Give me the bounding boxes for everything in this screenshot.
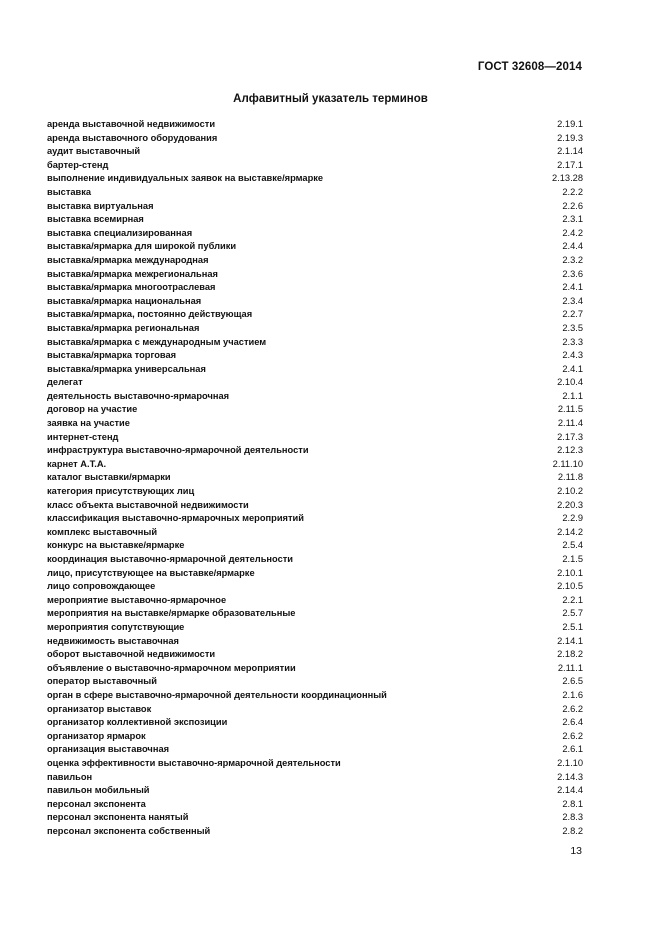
term-name: павильон xyxy=(47,771,93,782)
term-reference: 2.5.1 xyxy=(562,621,583,632)
term-entry xyxy=(47,539,583,553)
term-entry xyxy=(47,743,583,757)
term-entry xyxy=(47,281,583,295)
term-entry xyxy=(47,268,583,282)
term-name: мероприятие выставочно-ярмарочное xyxy=(47,594,227,605)
term-reference: 2.2.7 xyxy=(562,309,583,320)
term-name: персонал экспонента собственный xyxy=(47,825,211,836)
term-reference: 2.6.1 xyxy=(562,744,583,755)
term-name: выполнение индивидуальных заявок на выставке/ярмарке xyxy=(47,173,324,184)
term-entry xyxy=(47,567,583,581)
term-name: комплекс выставочный xyxy=(47,526,158,537)
term-reference: 2.2.1 xyxy=(562,594,583,605)
term-entry xyxy=(47,798,583,812)
term-name: координация выставочно-ярмарочной деятельности xyxy=(47,554,294,564)
term-reference: 2.5.7 xyxy=(562,608,583,619)
term-entry xyxy=(47,771,583,785)
term-name: персонал экспонента нанятый xyxy=(47,812,189,823)
term-name: классификация выставочно-ярмарочных мероприятий xyxy=(47,513,304,524)
term-name: конкурс на выставке/ярмарке xyxy=(47,540,185,551)
term-entry xyxy=(47,471,583,485)
term-reference: 2.11.5 xyxy=(557,404,583,415)
term-reference: 2.4.2 xyxy=(562,227,583,238)
term-entry xyxy=(47,784,583,798)
term-name: выставка/ярмарка региональная xyxy=(47,322,200,333)
term-entry xyxy=(47,172,583,186)
term-reference: 2.10.4 xyxy=(557,377,583,388)
term-reference: 2.20.3 xyxy=(557,499,583,510)
term-name: инфраструктура выставочно-ярмарочной деятельности xyxy=(47,445,309,456)
term-reference: 2.19.3 xyxy=(557,132,583,143)
term-name: карнет A.T.A. xyxy=(47,458,107,469)
term-name: павильон мобильный xyxy=(47,785,150,796)
term-name: оценка эффективности выставочно-ярмарочной деятельности xyxy=(47,757,341,768)
term-reference: 2.10.1 xyxy=(557,567,583,578)
term-reference: 2.11.10 xyxy=(552,458,583,469)
term-entry xyxy=(47,145,583,159)
term-name: организатор ярмарок xyxy=(47,730,146,741)
term-name: выставка/ярмарка универсальная xyxy=(47,363,206,374)
term-reference: 2.8.3 xyxy=(562,812,583,823)
term-name: выставка/ярмарка торговая xyxy=(47,350,177,361)
term-name: бартер-стенд xyxy=(47,159,109,170)
term-name: орган в сфере выставочно-ярмарочной деятельности координационный xyxy=(47,689,387,700)
term-entry xyxy=(47,811,583,825)
term-reference: 2.11.4 xyxy=(557,418,583,429)
term-entry xyxy=(47,363,583,377)
term-entry xyxy=(47,227,583,241)
term-reference: 2.4.3 xyxy=(562,350,583,361)
term-entry xyxy=(47,376,583,390)
page-number: 13 xyxy=(570,845,582,857)
term-reference: 2.3.3 xyxy=(562,336,583,347)
term-entry xyxy=(47,390,583,404)
term-name: недвижимость выставочная xyxy=(47,635,179,646)
term-name: аудит выставочный xyxy=(47,146,141,157)
term-reference: 2.17.1 xyxy=(557,159,583,170)
term-reference: 2.4.4 xyxy=(562,241,583,252)
term-name: объявление о выставочно-ярмарочном мероприятии xyxy=(47,662,296,673)
term-entry xyxy=(47,200,583,214)
term-entry xyxy=(47,186,583,200)
term-entry xyxy=(47,499,583,513)
term-entry xyxy=(47,159,583,173)
term-name: интернет-стенд xyxy=(47,431,119,442)
term-entry xyxy=(47,308,583,322)
term-name: выставка/ярмарка многоотраслевая xyxy=(47,282,216,293)
term-name: каталог выставки/ярмарки xyxy=(47,472,171,483)
term-reference: 2.4.1 xyxy=(562,282,583,293)
term-entry xyxy=(47,662,583,676)
term-reference: 2.11.1 xyxy=(557,662,583,673)
term-entry xyxy=(47,703,583,717)
term-reference: 2.3.6 xyxy=(562,268,583,279)
term-entry xyxy=(47,403,583,417)
term-name: оборот выставочной недвижимости xyxy=(47,649,216,660)
term-entry xyxy=(47,349,583,363)
term-reference: 2.6.2 xyxy=(562,730,583,741)
term-reference: 2.18.2 xyxy=(557,649,583,660)
term-name: организация выставочная xyxy=(47,744,170,755)
term-name: выставка всемирная xyxy=(47,214,144,225)
term-name: выставка/ярмарка международная xyxy=(47,254,209,265)
term-entry xyxy=(47,485,583,499)
term-entry xyxy=(47,635,583,649)
term-reference: 2.1.14 xyxy=(557,146,583,157)
term-reference: 2.11.8 xyxy=(557,472,583,483)
term-reference: 2.3.4 xyxy=(562,295,583,306)
term-reference: 2.10.5 xyxy=(557,581,583,592)
term-entry xyxy=(47,757,583,771)
term-reference: 2.3.5 xyxy=(562,322,583,333)
term-name: лицо сопровождающее xyxy=(47,581,156,592)
term-entry xyxy=(47,458,583,472)
term-name: выставка/ярмарка для широкой публики xyxy=(47,241,237,252)
term-reference: 2.2.9 xyxy=(562,513,583,524)
term-reference: 2.1.1 xyxy=(562,390,583,401)
term-name: выставка/ярмарка межрегиональная xyxy=(47,268,218,279)
term-name: организатор выставок xyxy=(47,703,152,714)
term-reference: 2.10.2 xyxy=(557,486,583,497)
term-reference: 2.1.5 xyxy=(562,554,583,564)
term-reference: 2.6.2 xyxy=(562,703,583,714)
term-entry xyxy=(47,825,583,839)
term-reference: 2.8.2 xyxy=(562,825,583,836)
term-name: выставка/ярмарка национальная xyxy=(47,295,202,306)
term-reference: 2.1.10 xyxy=(557,757,583,768)
term-index-list xyxy=(47,118,583,838)
term-entry xyxy=(47,553,583,567)
term-reference: 2.14.2 xyxy=(557,526,583,537)
term-name: выставка xyxy=(47,186,92,197)
term-reference: 2.8.1 xyxy=(562,798,583,809)
term-entry xyxy=(47,431,583,445)
term-reference: 2.5.4 xyxy=(562,540,583,551)
term-reference: 2.2.6 xyxy=(562,200,583,211)
term-name: аренда выставочной недвижимости xyxy=(47,119,216,129)
term-reference: 2.3.1 xyxy=(562,214,583,225)
term-name: аренда выставочного оборудования xyxy=(47,132,218,143)
term-name: делегат xyxy=(47,377,83,388)
term-entry xyxy=(47,254,583,268)
term-entry xyxy=(47,336,583,350)
term-entry xyxy=(47,132,583,146)
term-reference: 2.17.3 xyxy=(557,431,583,442)
term-entry xyxy=(47,716,583,730)
term-entry xyxy=(47,607,583,621)
term-name: персонал экспонента xyxy=(47,798,146,809)
term-name: мероприятия на выставке/ярмарке образовательные xyxy=(47,608,296,619)
term-reference: 2.6.4 xyxy=(562,717,583,728)
standard-code: ГОСТ 32608—2014 xyxy=(477,61,582,73)
term-entry xyxy=(47,580,583,594)
term-reference: 2.6.5 xyxy=(562,676,583,687)
term-name: выставка специализированная xyxy=(47,227,193,238)
term-reference: 2.12.3 xyxy=(557,445,583,456)
term-entry xyxy=(47,118,583,132)
term-entry xyxy=(47,512,583,526)
term-name: деятельность выставочно-ярмарочная xyxy=(47,390,230,401)
term-reference: 2.1.6 xyxy=(562,689,583,700)
term-entry xyxy=(47,675,583,689)
page-title: Алфавитный указатель терминов xyxy=(233,93,428,105)
term-entry xyxy=(47,648,583,662)
term-name: мероприятия сопутствующие xyxy=(47,621,185,632)
term-entry xyxy=(47,295,583,309)
term-reference: 2.19.1 xyxy=(557,119,583,129)
term-name: договор на участие xyxy=(47,404,138,415)
term-name: категория присутствующих лиц xyxy=(47,486,195,497)
term-entry xyxy=(47,621,583,635)
term-reference: 2.14.4 xyxy=(557,785,583,796)
term-reference: 2.4.1 xyxy=(562,363,583,374)
term-entry xyxy=(47,594,583,608)
term-reference: 2.2.2 xyxy=(562,186,583,197)
term-reference: 2.14.1 xyxy=(557,635,583,646)
term-reference: 2.14.3 xyxy=(557,771,583,782)
term-name: оператор выставочный xyxy=(47,676,157,687)
term-reference: 2.13.28 xyxy=(551,173,583,184)
term-entry xyxy=(47,444,583,458)
term-reference: 2.3.2 xyxy=(562,254,583,265)
term-entry xyxy=(47,213,583,227)
term-name: заявка на участие xyxy=(47,418,130,429)
term-name: выставка/ярмарка с международным участием xyxy=(47,336,267,347)
term-name: класс объекта выставочной недвижимости xyxy=(47,499,249,510)
term-entry xyxy=(47,730,583,744)
term-name: выставка/ярмарка, постоянно действующая xyxy=(47,309,253,320)
term-entry xyxy=(47,689,583,703)
term-entry xyxy=(47,322,583,336)
term-name: лицо, присутствующее на выставке/ярмарке xyxy=(47,567,255,578)
term-name: выставка виртуальная xyxy=(47,200,154,211)
term-entry xyxy=(47,240,583,254)
term-name: организатор коллективной экспозиции xyxy=(47,717,228,728)
term-entry xyxy=(47,526,583,540)
term-entry xyxy=(47,417,583,431)
